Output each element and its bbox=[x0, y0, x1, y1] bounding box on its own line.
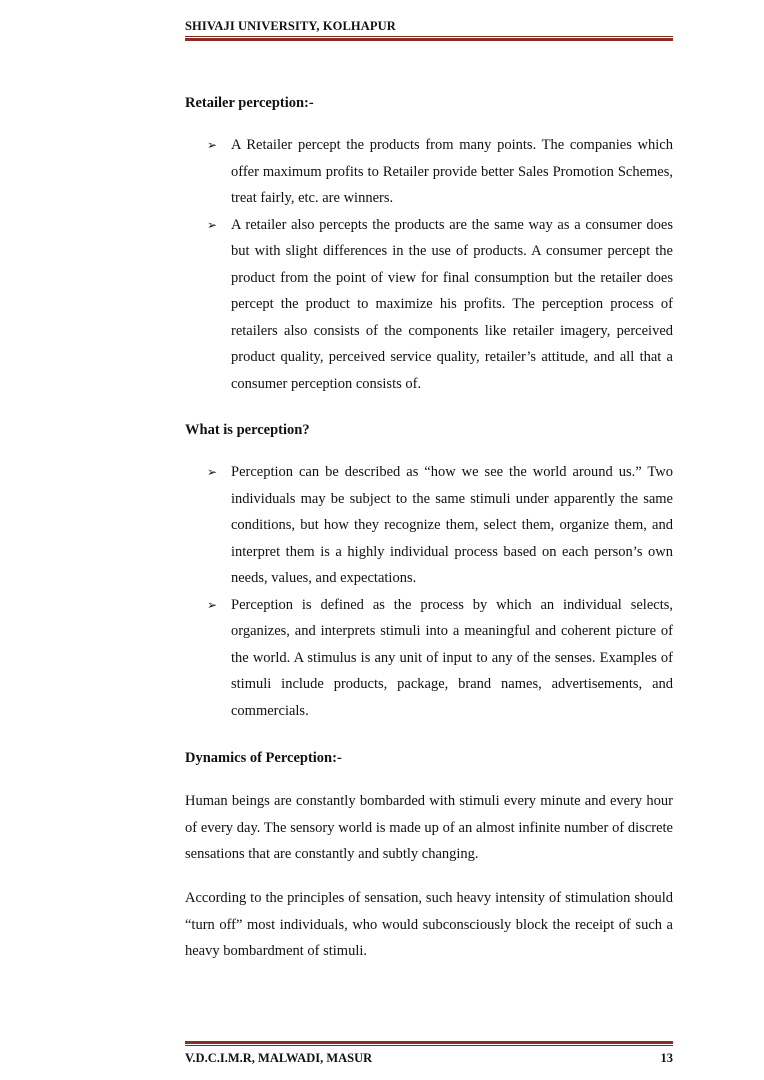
section-heading-what-is-perception: What is perception? bbox=[185, 422, 310, 438]
footer-institute: V.D.C.I.M.R, MALWADI, MASUR bbox=[185, 1051, 373, 1065]
section-heading-retailer-perception: Retailer perception:- bbox=[185, 95, 314, 111]
section-heading-dynamics-of-perception: Dynamics of Perception:- bbox=[185, 750, 342, 766]
arrow-bullet-icon: ➢ bbox=[207, 465, 218, 479]
arrow-bullet-icon: ➢ bbox=[207, 138, 218, 152]
list-item bbox=[207, 212, 673, 398]
arrow-bullet-icon: ➢ bbox=[207, 597, 218, 612]
body-paragraph: Human beings are constantly bombarded with stimuli every minute and every hour of every day. The sensory world is made up of an almost infinite number of discrete sensations that are constantly and subtly changing. bbox=[185, 793, 673, 862]
list-item bbox=[207, 459, 673, 592]
bullet-text: A Retailer percept the products from many points. The companies which offer maximum profits to Retailer provide better Sales Promotion Schemes, treat fairly, etc. are winners. bbox=[231, 137, 673, 206]
bullet-text: Perception is defined as the process by which an individual selects, organizes, and interprets stimuli into a meaningful and coherent picture of the world. A stimulus is any unit of input to any of the senses. Examples of stimuli include products, package, brand names, advertisements, and commercials. bbox=[231, 596, 673, 719]
body-paragraph: According to the principles of sensation, such heavy intensity of stimulation should “turn off” most individuals, who would subconsciously block the receipt of such a heavy bombardment of stimuli. bbox=[185, 890, 673, 959]
arrow-bullet-icon: ➢ bbox=[207, 217, 218, 232]
bullet-text: Perception can be described as “how we see the world around us.” Two individuals may be subject to the same stimuli under apparently the same conditions, but how they recognize them, select them, organize them, and interpret them is a highly individual process based on each person’s own needs, values, and expectations. bbox=[231, 464, 673, 586]
page-number: 13 bbox=[660, 1051, 673, 1065]
footer-rule-thin bbox=[185, 1045, 673, 1046]
footer-rule-thick bbox=[185, 1041, 673, 1044]
header-rule-thin bbox=[185, 36, 673, 37]
list-item bbox=[207, 592, 673, 725]
list-item bbox=[207, 132, 673, 212]
page-header-title: SHIVAJI UNIVERSITY, KOLHAPUR bbox=[185, 19, 396, 33]
header-rule-thick bbox=[185, 38, 673, 41]
perception-bullet-list bbox=[207, 459, 673, 724]
bullet-text: A retailer also percepts the products are the same way as a consumer does but with slight differences in the use of products. A consumer percept the product from the point of view for final consumption but the retailer does percept the product to maximize his profits. The perception process of retailers also consists of the components like retailer imagery, perceived product quality, perceived service quality, retailer’s attitude, and all that a consumer perception consists of. bbox=[231, 216, 673, 392]
retailer-bullet-list bbox=[207, 132, 673, 397]
